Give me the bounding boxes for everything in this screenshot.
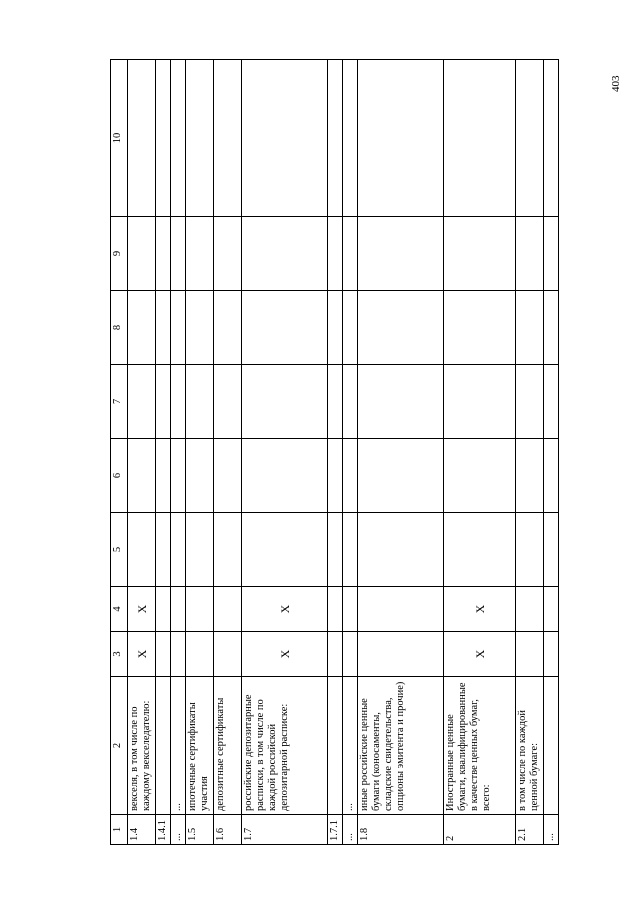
header-col-10: 10 [111, 60, 128, 217]
header-row [111, 60, 128, 845]
row-name: Иностранные ценные бумаги, квалифицированные в качестве ценных бумаг, всего: [444, 677, 516, 815]
table-row [242, 60, 328, 845]
securities-table [110, 59, 559, 845]
cell [214, 587, 242, 632]
row-number: 1.8 [358, 815, 444, 845]
x-mark: X [242, 632, 328, 677]
row-number: 1.7 [242, 815, 328, 845]
table-row [328, 60, 343, 845]
cell [343, 587, 358, 632]
table-row [156, 60, 171, 845]
table-row [128, 60, 156, 845]
table-row [343, 60, 358, 845]
table-row [358, 60, 444, 845]
table-row [516, 60, 544, 845]
header-col-8: 8 [111, 291, 128, 365]
table-row [186, 60, 214, 845]
table-row [444, 60, 516, 845]
row-name [156, 677, 171, 815]
row-number: ... [544, 815, 559, 845]
row-number: 1.7.1 [328, 815, 343, 845]
cell [358, 632, 444, 677]
cell [544, 587, 559, 632]
header-col-5: 5 [111, 513, 128, 587]
x-mark: X [128, 632, 156, 677]
table-row [214, 60, 242, 845]
row-name: векселя, в том числе по каждому векселедателю: [128, 677, 156, 815]
table-row [544, 60, 559, 845]
cell [328, 632, 343, 677]
cell [186, 587, 214, 632]
header-col-1: 1 [111, 815, 128, 845]
row-name: депозитные сертификаты [214, 677, 242, 815]
row-name: ... [171, 677, 186, 815]
header-col-9: 9 [111, 217, 128, 291]
row-name: иные российские ценные бумаги (коносаменты, складские свидетельства, опционы эмитента и прочие) [358, 677, 444, 815]
header-col-3: 3 [111, 632, 128, 677]
cell [358, 587, 444, 632]
header-col-2: 2 [111, 677, 128, 815]
header-col-4: 4 [111, 587, 128, 632]
x-mark: X [444, 587, 516, 632]
table-row [171, 60, 186, 845]
cell [328, 587, 343, 632]
cell [156, 632, 171, 677]
row-number: ... [343, 815, 358, 845]
cell [171, 587, 186, 632]
row-name: ипотечные сертификаты участия [186, 677, 214, 815]
cell [516, 587, 544, 632]
header-col-6: 6 [111, 439, 128, 513]
row-name: в том числе по каждой ценной бумаге: [516, 677, 544, 815]
row-number: ... [171, 815, 186, 845]
x-mark: X [242, 587, 328, 632]
row-name [544, 677, 559, 815]
x-mark: X [444, 632, 516, 677]
row-number: 1.5 [186, 815, 214, 845]
header-col-7: 7 [111, 365, 128, 439]
row-number: 1.6 [214, 815, 242, 845]
row-name: ... [343, 677, 358, 815]
cell [544, 632, 559, 677]
page-number-text: 403 [610, 75, 622, 92]
row-name: российские депозитарные расписки, в том числе по каждой российской депозитарной расписке: [242, 677, 328, 815]
cell [171, 632, 186, 677]
cell [156, 587, 171, 632]
rotated-table [110, 60, 556, 845]
row-number: 2.1 [516, 815, 544, 845]
row-number: 1.4.1 [156, 815, 171, 845]
cell [214, 632, 242, 677]
row-name [328, 677, 343, 815]
row-number: 1.4 [128, 815, 156, 845]
cell [516, 632, 544, 677]
cell [343, 632, 358, 677]
row-number: 2 [444, 815, 516, 845]
x-mark: X [128, 587, 156, 632]
cell [186, 632, 214, 677]
